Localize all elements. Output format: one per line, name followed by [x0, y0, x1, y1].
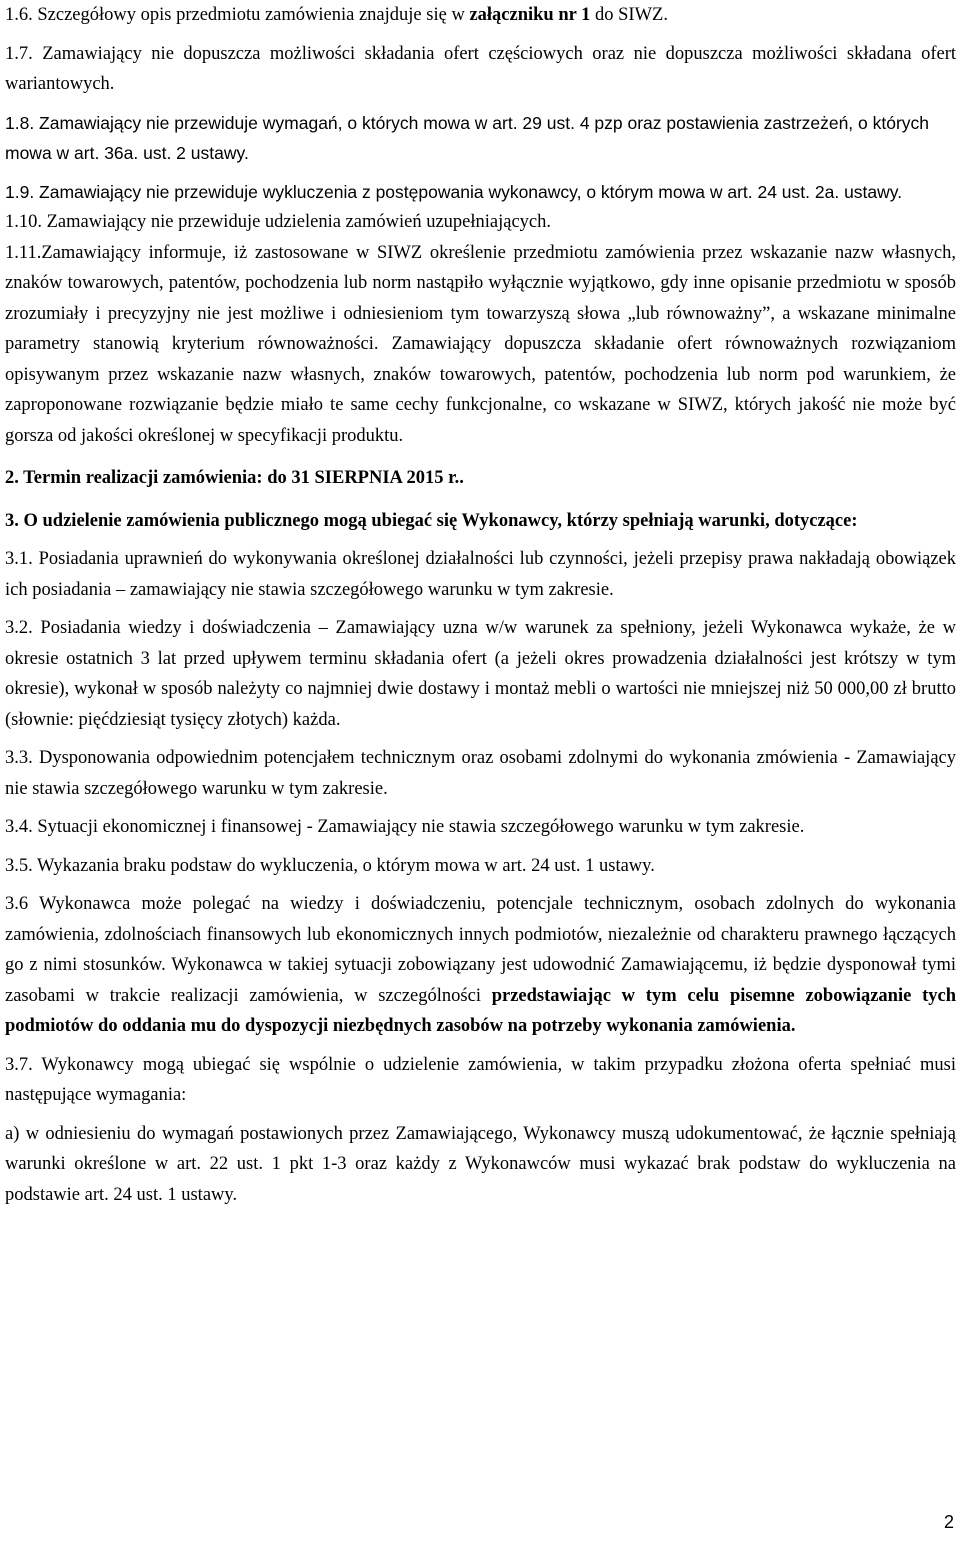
paragraph-1-7: 1.7. Zamawiający nie dopuszcza możliwości składania ofert częściowych oraz nie dopuszcza możliwości składana ofert wariantowych.	[5, 43, 956, 94]
document-page	[5, 0, 956, 1210]
paragraph-bold-text: przedstawiając w tym celu pisemne zobowiązanie tych podmiotów do oddania mu do dyspozycji niezbędnych zasobów na potrzeby wykonania zamówienia.	[5, 985, 956, 1036]
paragraph-1-6	[5, 0, 956, 31]
paragraph-3-4: 3.4. Sytuacji ekonomicznej i finansowej - Zamawiający nie stawia szczegółowego warunku w tym zakresie.	[5, 817, 805, 837]
section-3-heading: 3. O udzielenie zamówienia publicznego mogą ubiegać się Wykonawcy, którzy spełniają warunki, dotyczące:	[5, 510, 858, 531]
paragraph-3-7: 3.7. Wykonawcy mogą ubiegać się wspólnie o udzielenie zamówienia, w takim przypadku złożona oferta spełniać musi następujące wymagania:	[5, 1054, 956, 1105]
section-2-heading: 2. Termin realizacji zamówienia: do 31 SIERPNIA 2015 r..	[5, 468, 464, 488]
attachment-reference: załączniku nr 1	[469, 5, 591, 25]
paragraph-a: a) w odniesieniu do wymagań postawionych przez Zamawiającego, Wykonawcy muszą udokumentować, że łącznie spełniają warunki określone w art. 22 ust. 1 pkt 1-3 oraz każdy z Wykonawców musi wykazać brak podstaw do wykluczenia na podstawie art. 24 ust. 1 ustawy.	[5, 1123, 956, 1205]
paragraph-3-3: 3.3. Dysponowania odpowiednim potencjałem technicznym oraz osobami zdolnymi do wykonania zmówienia - Zamawiający nie stawia szczegółowego warunku w tym zakresie.	[5, 748, 956, 799]
paragraph-text: 1.6. Szczegółowy opis przedmiotu zamówienia znajduje się w	[5, 5, 470, 25]
paragraph-text-tail: do SIWZ.	[590, 5, 668, 25]
paragraph-3-1: 3.1. Posiadania uprawnień do wykonywania określonej działalności lub czynności, jeżeli przepisy prawa nakładają obowiązek ich posiadania – zamawiający nie stawia szczegółowego warunku w tym zakresie.	[5, 549, 956, 600]
paragraph-text-continued: Zamawiający dopuszcza składanie ofert równoważnych rozwiązaniom opisywanym przez wskazanie nazw własnych, znaków towarowych, patentów, pochodzenia lub norm pod warunkiem, że zaproponowane rozwiązanie będzie miało te same cechy funkcjonalne, co wskazane w SIWZ, których jakość nie może być gorsza od jakości określonej w specyfikacji produktu.	[5, 334, 956, 446]
paragraph-text: 1.11.Zamawiający informuje, iż zastosowane w SIWZ określenie przedmiotu zamówienia przez wskazanie nazw własnych, znaków towarowych, patentów, pochodzenia lub norm nastąpiło wyłącznie wyjątkowo, gdy inne opisanie przedmiotu w sposób zrozumiały i precyzyjny nie jest możliwe i odniesieniom tym towarzyszą słowa „lub równoważny”, a wskazane minimalne parametry stanowią kryterium równoważności.	[5, 242, 956, 354]
paragraph-1-9: 1.9. Zamawiający nie przewiduje wykluczenia z postępowania wykonawcy, o którym mowa w art. 24 ust. 2a. ustawy.	[5, 181, 903, 202]
paragraph-3-2: 3.2. Posiadania wiedzy i doświadczenia – Zamawiający uzna w/w warunek za spełniony, jeżeli Wykonawca wykaże, że w okresie ostatnich 3 lat przed upływem terminu składania ofert (a jeżeli okres prowadzenia działalności jest krótszy w tym okresie), wykonał w sposób należyty co najmniej dwie dostawy i montaż mebli o wartości nie mniejszej niż 50 000,00 zł brutto (słownie: pięćdziesiąt tysięcy złotych) każda.	[5, 618, 956, 730]
page-number: 2	[943, 1512, 954, 1532]
paragraph-1-11	[5, 238, 956, 452]
paragraph-3-6	[5, 889, 956, 1042]
paragraph-1-10: 1.10. Zamawiający nie przewiduje udzielenia zamówień uzupełniających.	[5, 212, 552, 232]
paragraph-3-5: 3.5. Wykazania braku podstaw do wykluczenia, o którym mowa w art. 24 ust. 1 ustawy.	[5, 855, 655, 876]
paragraph-text: 3.6 Wykonawca może polegać na wiedzy i doświadczeniu, potencjale technicznym, osobach zdolnych do wykonania zamówienia, zdolnościach finansowych lub ekonomicznych innych podmiotów, niezależnie od charakteru prawnego łączących go z nimi stosunków. Wykonawca w takiej sytuacji zobowiązany jest udowodnić Zamawiającemu, iż będzie dysponował tymi zasobami w trakcie realizacji zamówienia, w szczególności	[5, 894, 956, 1006]
paragraph-1-8: 1.8. Zamawiający nie przewiduje wymagań, o których mowa w art. 29 ust. 4 pzp oraz postawienia zastrzeżeń, o których mowa w art. 36a. ust. 2 ustawy.	[5, 112, 930, 163]
